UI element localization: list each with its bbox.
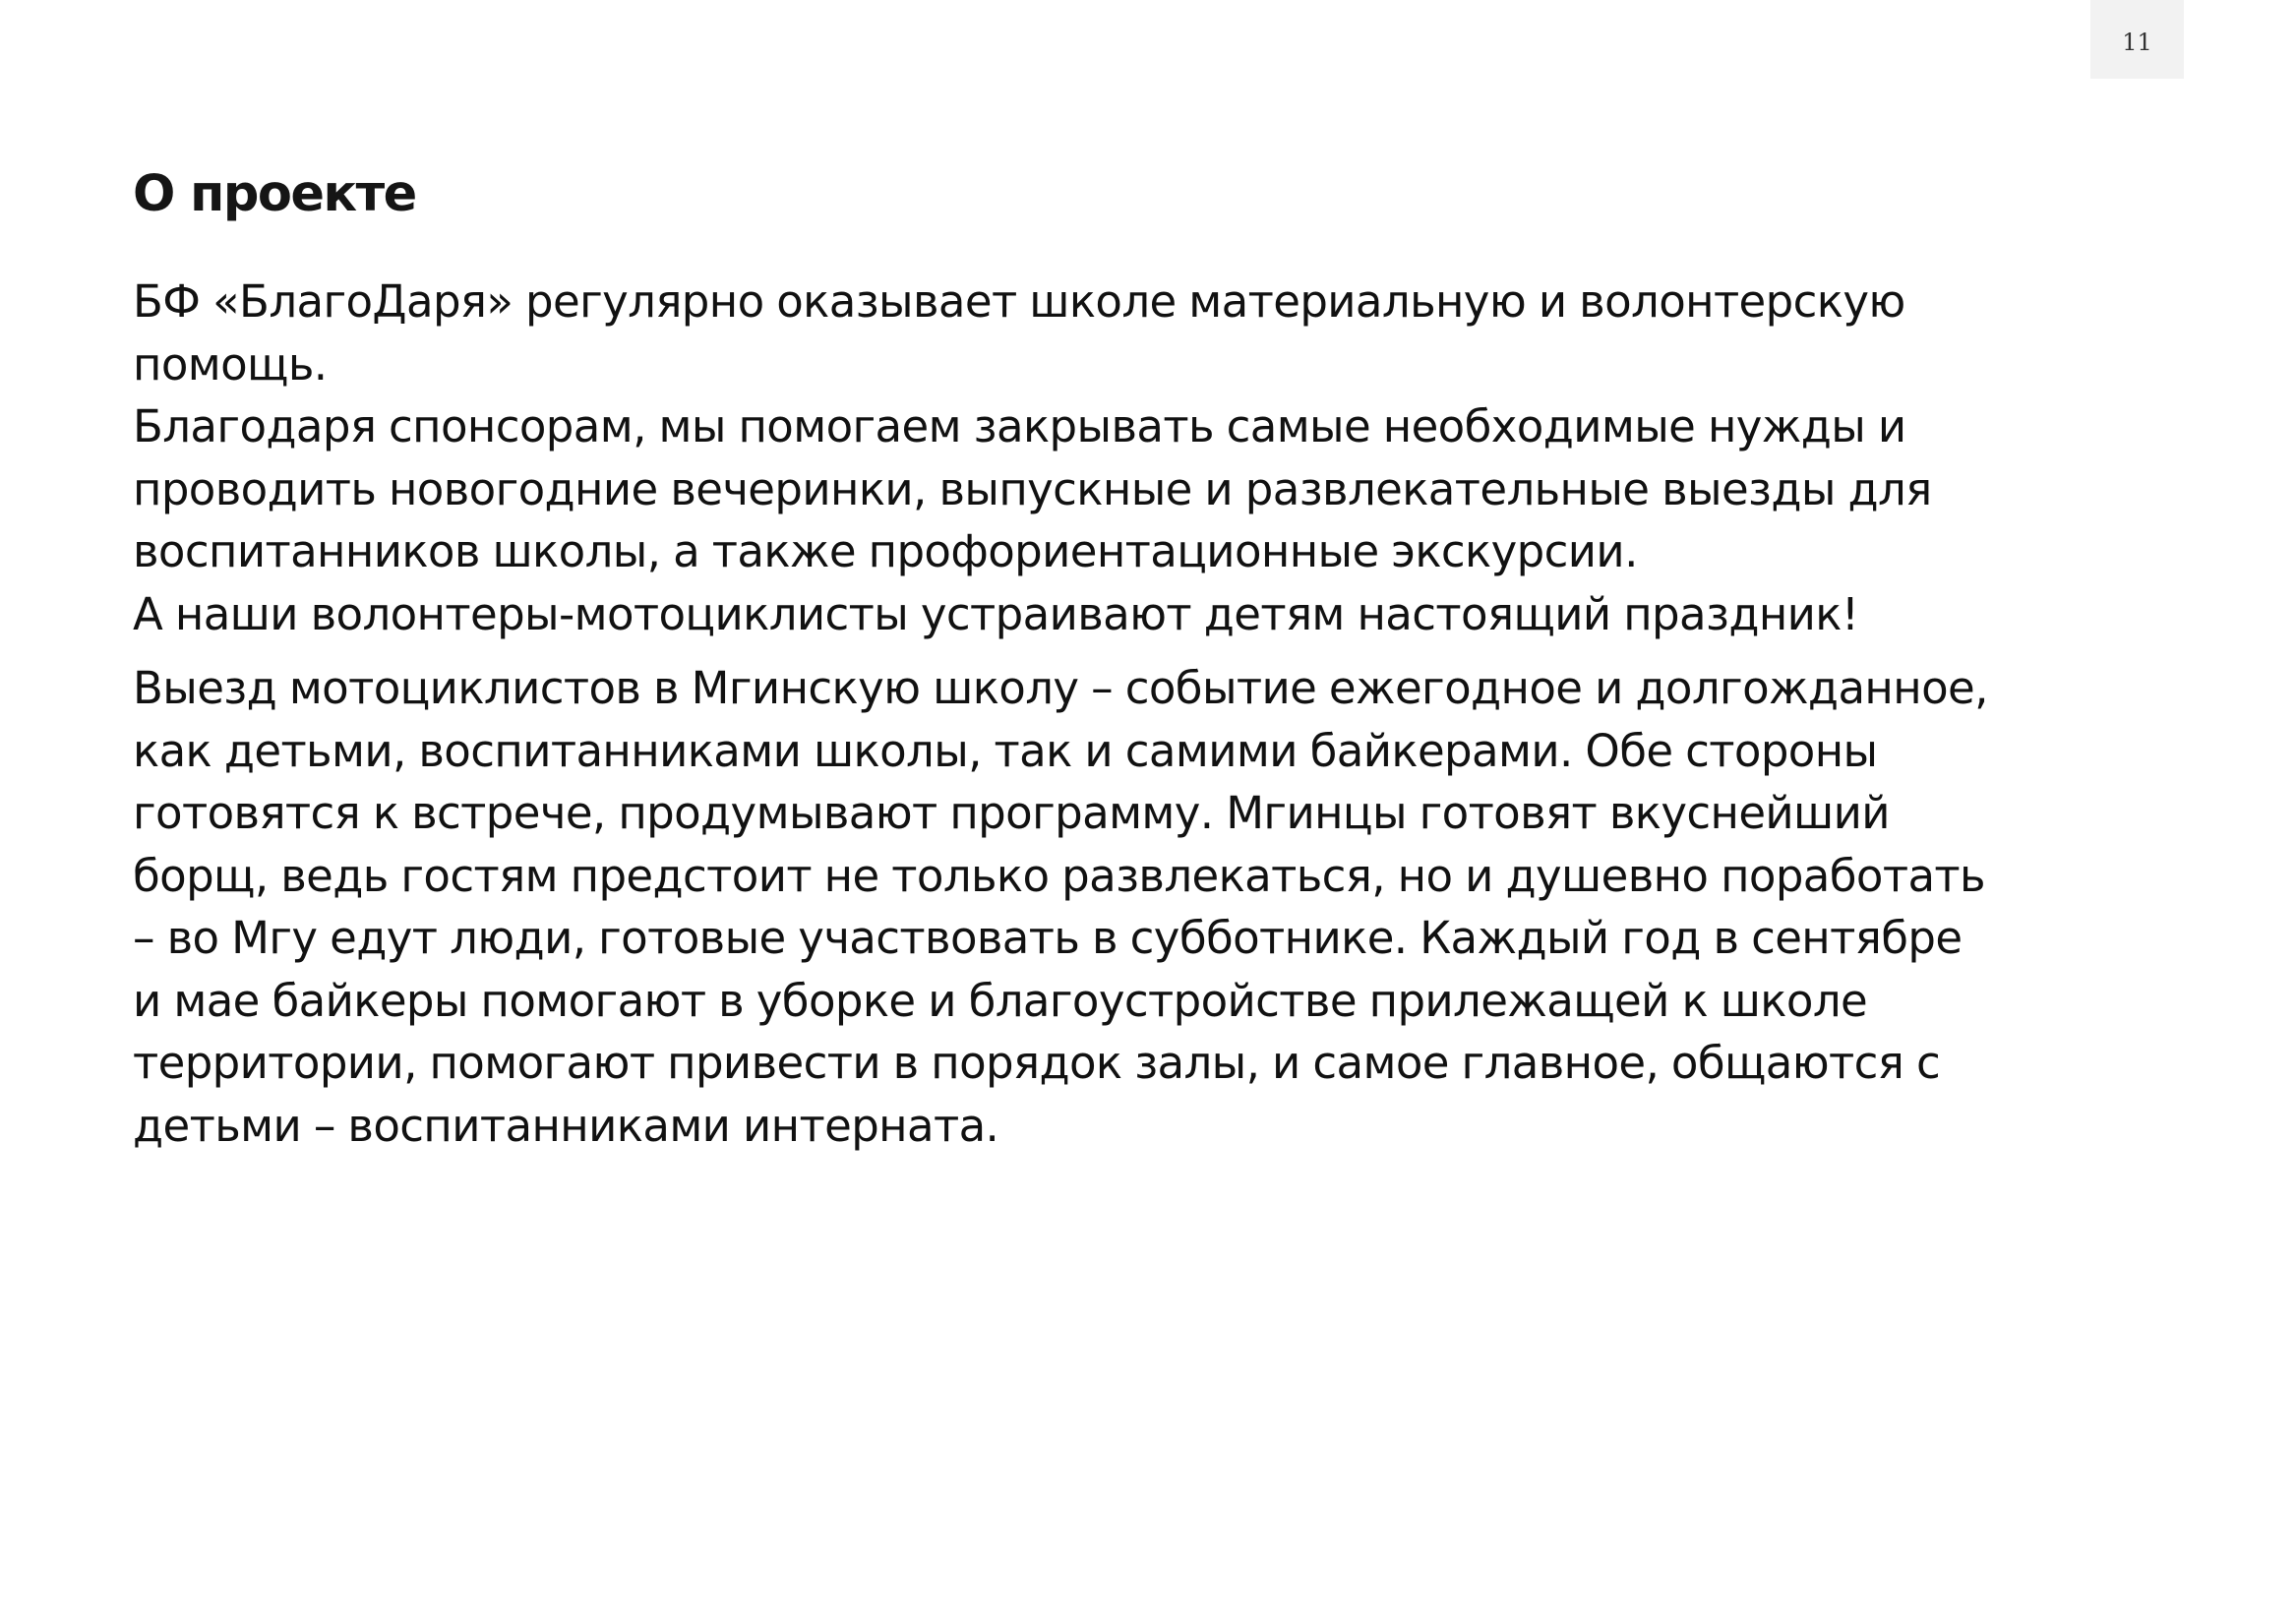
page-title: О проекте [133,165,416,223]
page-number: 11 [2122,29,2152,56]
document-content [133,162,2022,1157]
paragraph-sponsors: Благодаря спонсорам, мы помогаем закрывать самые необходимые нужды и проводить новогодние вечеринки, выпускные и развлекательные выезды для воспитанников школы, а также профориентационные экскурсии. [133,400,1932,578]
paragraph-volunteers: А наши волонтеры-мотоциклисты устраивают детям настоящий праздник! [133,587,1859,640]
page-number-box [2090,0,2184,79]
paragraph-intro: БФ «БлагоДаря» регулярно оказывает школе материальную и волонтерскую помощь. [133,275,1905,391]
paragraph-bikers: Выезд мотоциклистов в Мгинскую школу – событие ежегодное и долгожданное, как детьми, воспитанниками школы, так и самими байкерами. Обе стороны готовятся к встрече, продумывают программу. Мгинцы готовят вкуснейший борщ, ведь гостям предстоит не только развлекаться, но и душевно поработать – во Мгу едут люди, готовые участвовать в субботнике. Каждый год в сентябре и мае байкеры помогают в уборке и благоустройстве прилежащей к школе территории, помогают привести в порядок залы, и самое главное, общаются с детьми – воспитанниками интерната. [133,662,1988,1152]
